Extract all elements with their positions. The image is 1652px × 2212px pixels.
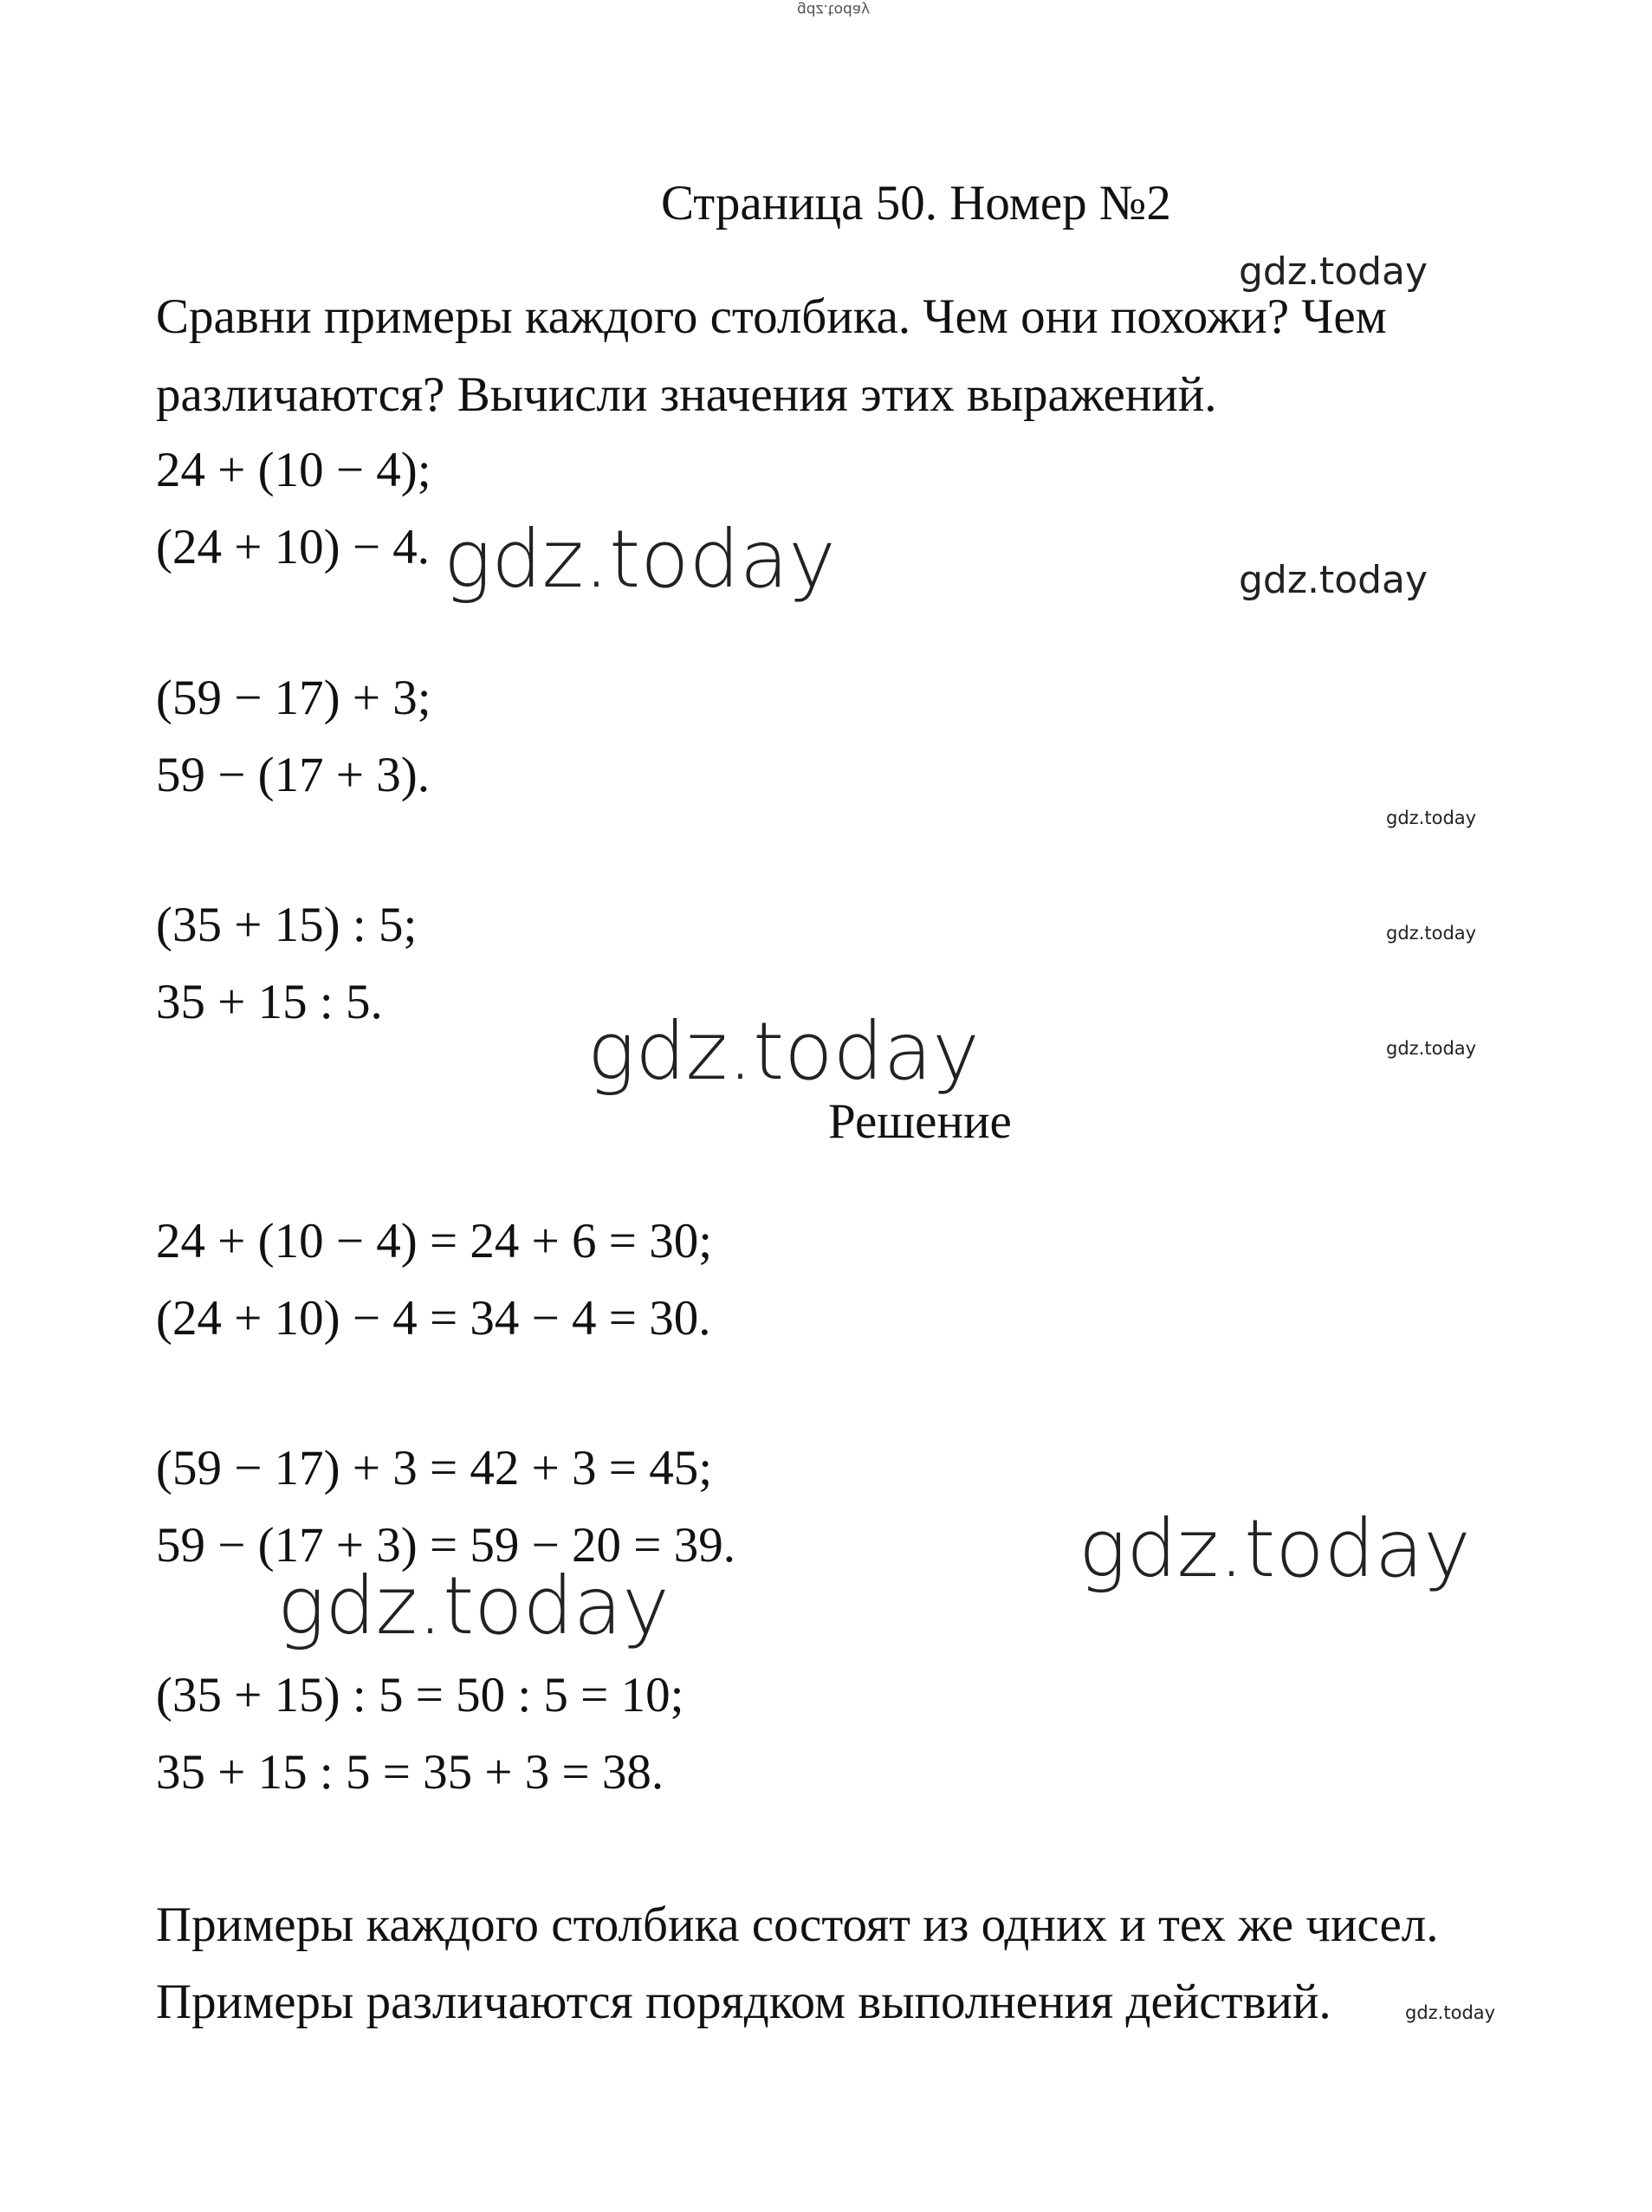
- watermark-small: gdz.today: [1386, 808, 1477, 828]
- task-expression: 35 + 15 : 5.: [156, 975, 383, 1029]
- conclusion-line: Примеры различаются порядком выполнения действий.: [156, 1975, 1331, 2029]
- task-expression: (35 + 15) : 5;: [156, 898, 418, 952]
- watermark-large: gdz.today: [1079, 1502, 1471, 1595]
- watermark-large: gdz.today: [277, 1560, 670, 1652]
- task-expression: 59 − (17 + 3).: [156, 748, 431, 802]
- solution-expression: (35 + 15) : 5 = 50 : 5 = 10;: [156, 1668, 684, 1722]
- task-expression: 24 + (10 − 4);: [156, 443, 431, 497]
- conclusion-line: Примеры каждого столбика состоят из одних и тех же чисел.: [156, 1897, 1439, 1952]
- task-line-1: Сравни примеры каждого столбика. Чем они похожи? Чем: [156, 289, 1387, 344]
- task-line-2: различаются? Вычисли значения этих выражений.: [156, 367, 1217, 422]
- task-expression: (59 − 17) + 3;: [156, 671, 431, 725]
- watermark-large: gdz.today: [587, 1005, 980, 1098]
- watermark-small: gdz.today: [1386, 1038, 1477, 1059]
- solution-expression: (59 − 17) + 3 = 42 + 3 = 45;: [156, 1441, 713, 1495]
- watermark-top: gdz.today: [797, 1, 871, 18]
- watermark-title: gdz.today: [1239, 250, 1428, 294]
- watermark-medium: gdz.today: [1239, 558, 1428, 602]
- watermark-small: gdz.today: [1386, 923, 1477, 944]
- solution-expression: 35 + 15 : 5 = 35 + 3 = 38.: [156, 1745, 664, 1800]
- solution-expression: (24 + 10) − 4 = 34 − 4 = 30.: [156, 1291, 711, 1346]
- solution-heading: Решение: [828, 1094, 1012, 1149]
- watermark-large: gdz.today: [444, 513, 836, 606]
- page-title: Страница 50. Номер №2: [661, 176, 1171, 230]
- solution-expression: 24 + (10 − 4) = 24 + 6 = 30;: [156, 1214, 713, 1268]
- solution-expression: 59 − (17 + 3) = 59 − 20 = 39.: [156, 1518, 735, 1573]
- watermark-small: gdz.today: [1405, 2002, 1496, 2023]
- task-expression: (24 + 10) − 4.: [156, 520, 431, 574]
